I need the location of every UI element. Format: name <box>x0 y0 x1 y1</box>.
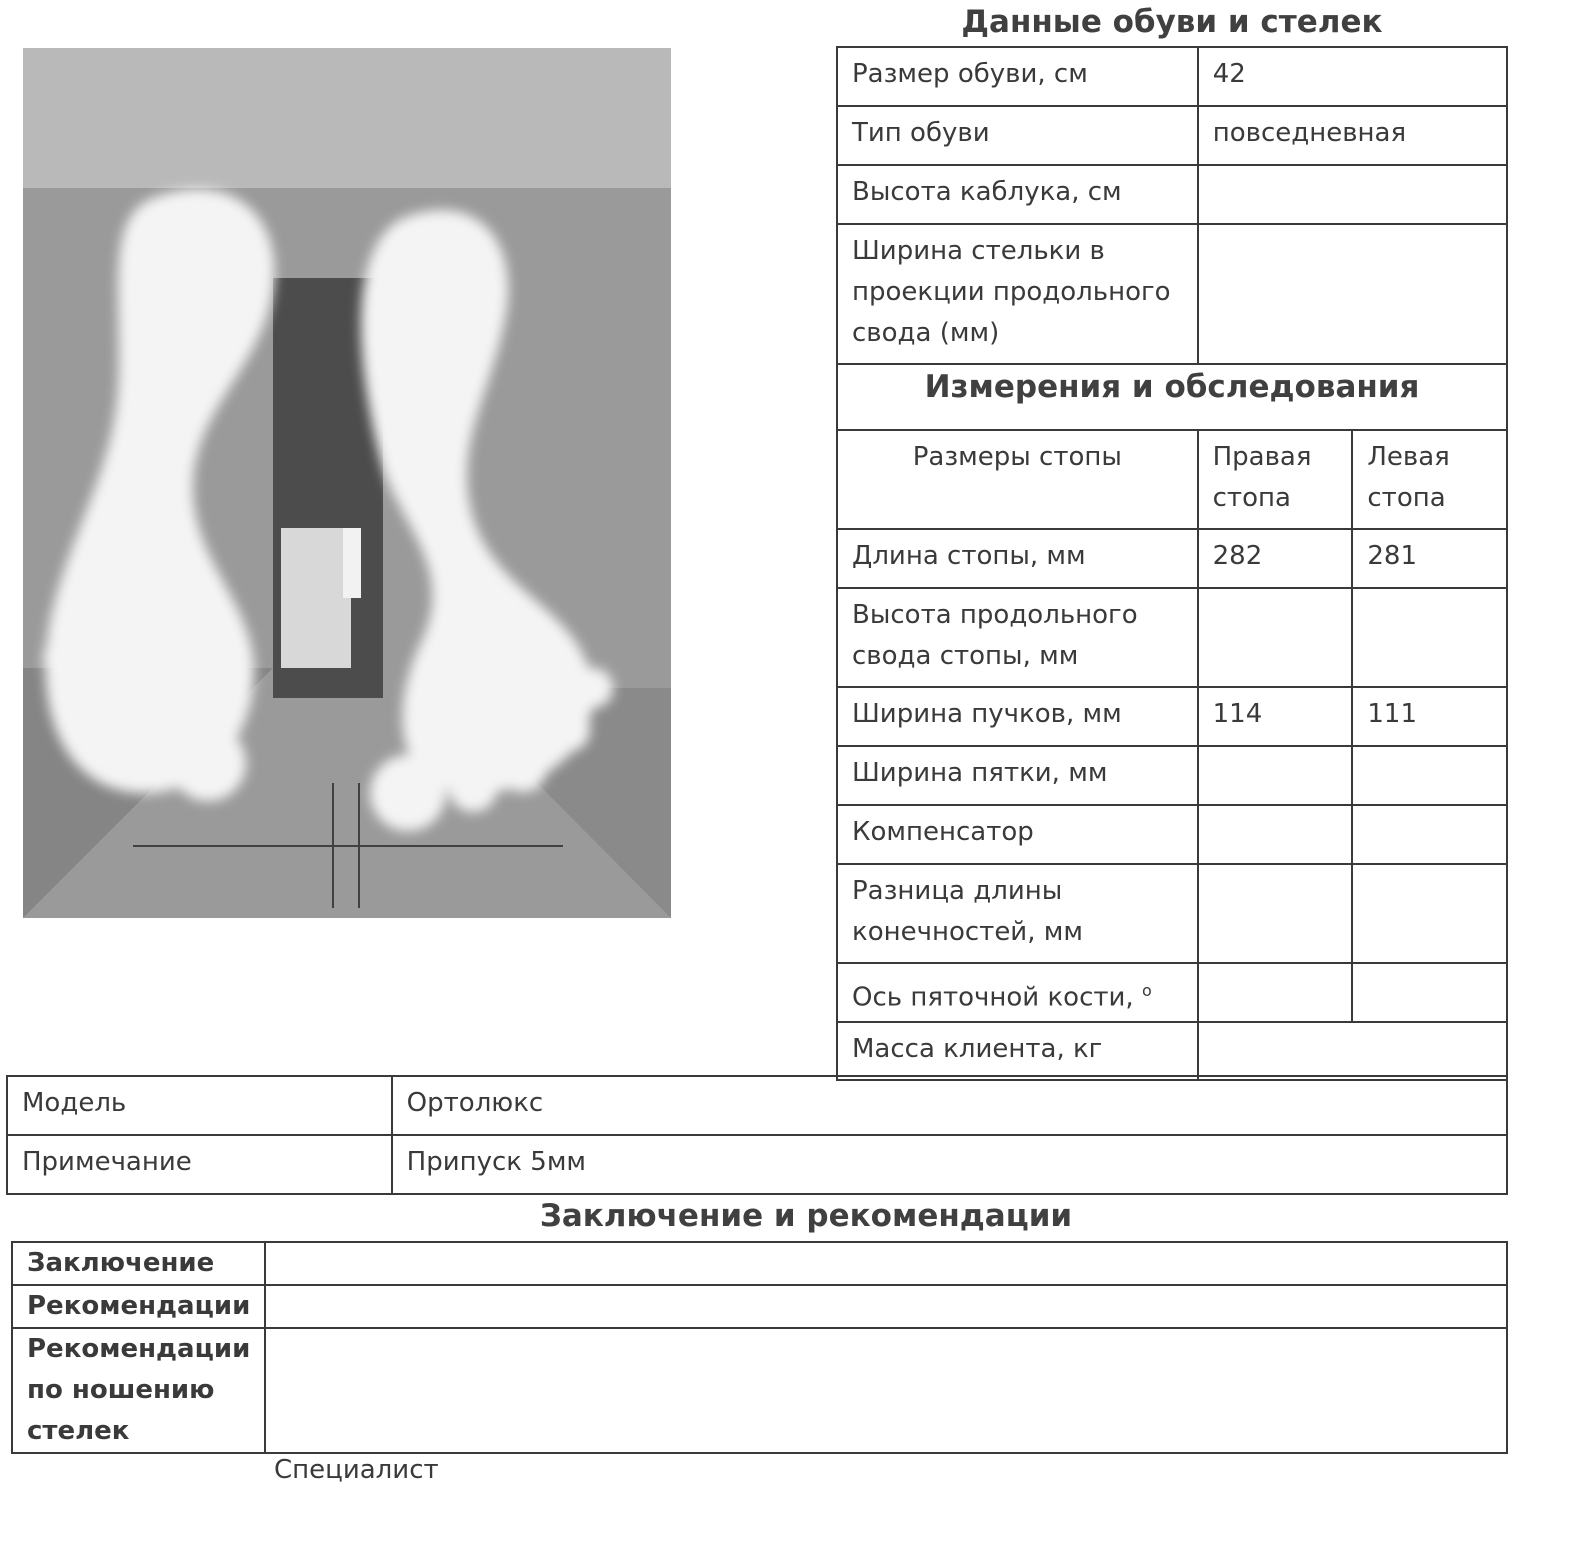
conclusion-section-title: Заключение и рекомендации <box>539 1198 1073 1234</box>
compensator-label: Компенсатор <box>837 805 1198 864</box>
heel-axis-label-cell <box>837 963 1198 1022</box>
heel-axis-right <box>1198 963 1353 1022</box>
model-label: Модель <box>7 1076 392 1135</box>
ball-width-left: 111 <box>1352 687 1507 746</box>
header-right-foot: Правая стопа <box>1198 430 1353 529</box>
limb-diff-left <box>1352 864 1507 963</box>
conclusion-label: Заключение <box>12 1242 265 1285</box>
compensator-left <box>1352 805 1507 864</box>
measure-title-box <box>836 363 1508 430</box>
table-row <box>7 1135 1507 1194</box>
header-left-foot: Левая стопа <box>1352 430 1507 529</box>
table-row <box>837 805 1507 864</box>
heel-height-label: Высота каблука, см <box>837 165 1198 224</box>
table-row <box>837 1022 1507 1080</box>
foot-length-right: 282 <box>1198 529 1353 588</box>
insole-width-label: Ширина стельки в проекции продольного свода (мм) <box>837 224 1198 364</box>
foot-length-left: 281 <box>1352 529 1507 588</box>
table-row <box>12 1242 1507 1285</box>
insole-wear-recommendations-label: Рекомендации по ношению стелек <box>12 1328 265 1453</box>
table-row <box>12 1285 1507 1328</box>
heel-axis-left <box>1352 963 1507 1022</box>
shoe-data-table <box>836 46 1508 365</box>
insole-width-value <box>1198 224 1507 364</box>
client-mass-label: Масса клиента, кг <box>837 1022 1198 1080</box>
foot-length-label: Длина стопы, мм <box>837 529 1198 588</box>
heel-width-right <box>1198 746 1353 805</box>
arch-height-label: Высота продольного свода стопы, мм <box>837 588 1198 687</box>
insole-wear-recommendations-value <box>265 1328 1507 1453</box>
header-foot-sizes: Размеры стопы <box>837 430 1198 529</box>
table-row <box>12 1328 1507 1453</box>
recommendations-value <box>265 1285 1507 1328</box>
recommendations-label: Рекомендации <box>12 1285 265 1328</box>
table-row <box>837 864 1507 963</box>
limb-diff-label: Разница длины конечностей, мм <box>837 864 1198 963</box>
arch-height-left <box>1352 588 1507 687</box>
note-value: Припуск 5мм <box>392 1135 1507 1194</box>
table-row <box>837 529 1507 588</box>
table-row <box>837 963 1507 1022</box>
table-row <box>837 687 1507 746</box>
model-table <box>6 1075 1508 1195</box>
degree-sign: о <box>1141 981 1152 1000</box>
heel-width-left <box>1352 746 1507 805</box>
table-header-row <box>837 430 1507 529</box>
measure-section-title: Измерения и обследования <box>924 369 1420 405</box>
heel-axis-label: Ось пяточной кости, <box>852 982 1134 1013</box>
table-row <box>837 47 1507 106</box>
limb-diff-right <box>1198 864 1353 963</box>
table-row <box>837 224 1507 364</box>
arch-height-right <box>1198 588 1353 687</box>
conclusion-table <box>11 1241 1508 1454</box>
shoe-size-label: Размер обуви, см <box>837 47 1198 106</box>
table-row <box>837 746 1507 805</box>
shoe-section-title: Данные обуви и стелек <box>961 4 1383 40</box>
compensator-right <box>1198 805 1353 864</box>
shoe-type-value: повседневная <box>1198 106 1507 165</box>
table-row <box>7 1076 1507 1135</box>
table-row <box>837 106 1507 165</box>
ball-width-label: Ширина пучков, мм <box>837 687 1198 746</box>
conclusion-value <box>265 1242 1507 1285</box>
ball-width-right: 114 <box>1198 687 1353 746</box>
table-row <box>837 588 1507 687</box>
heel-width-label: Ширина пятки, мм <box>837 746 1198 805</box>
measurements-table <box>836 429 1508 1081</box>
note-label: Примечание <box>7 1135 392 1194</box>
shoe-type-label: Тип обуви <box>837 106 1198 165</box>
foot-scan-image <box>23 48 671 918</box>
specialist-label: Специалист <box>274 1455 439 1485</box>
foot-scan-photo <box>23 48 671 918</box>
table-row <box>837 165 1507 224</box>
heel-height-value <box>1198 165 1507 224</box>
model-value: Ортолюкс <box>392 1076 1507 1135</box>
client-mass-value <box>1198 1022 1507 1080</box>
shoe-size-value: 42 <box>1198 47 1507 106</box>
